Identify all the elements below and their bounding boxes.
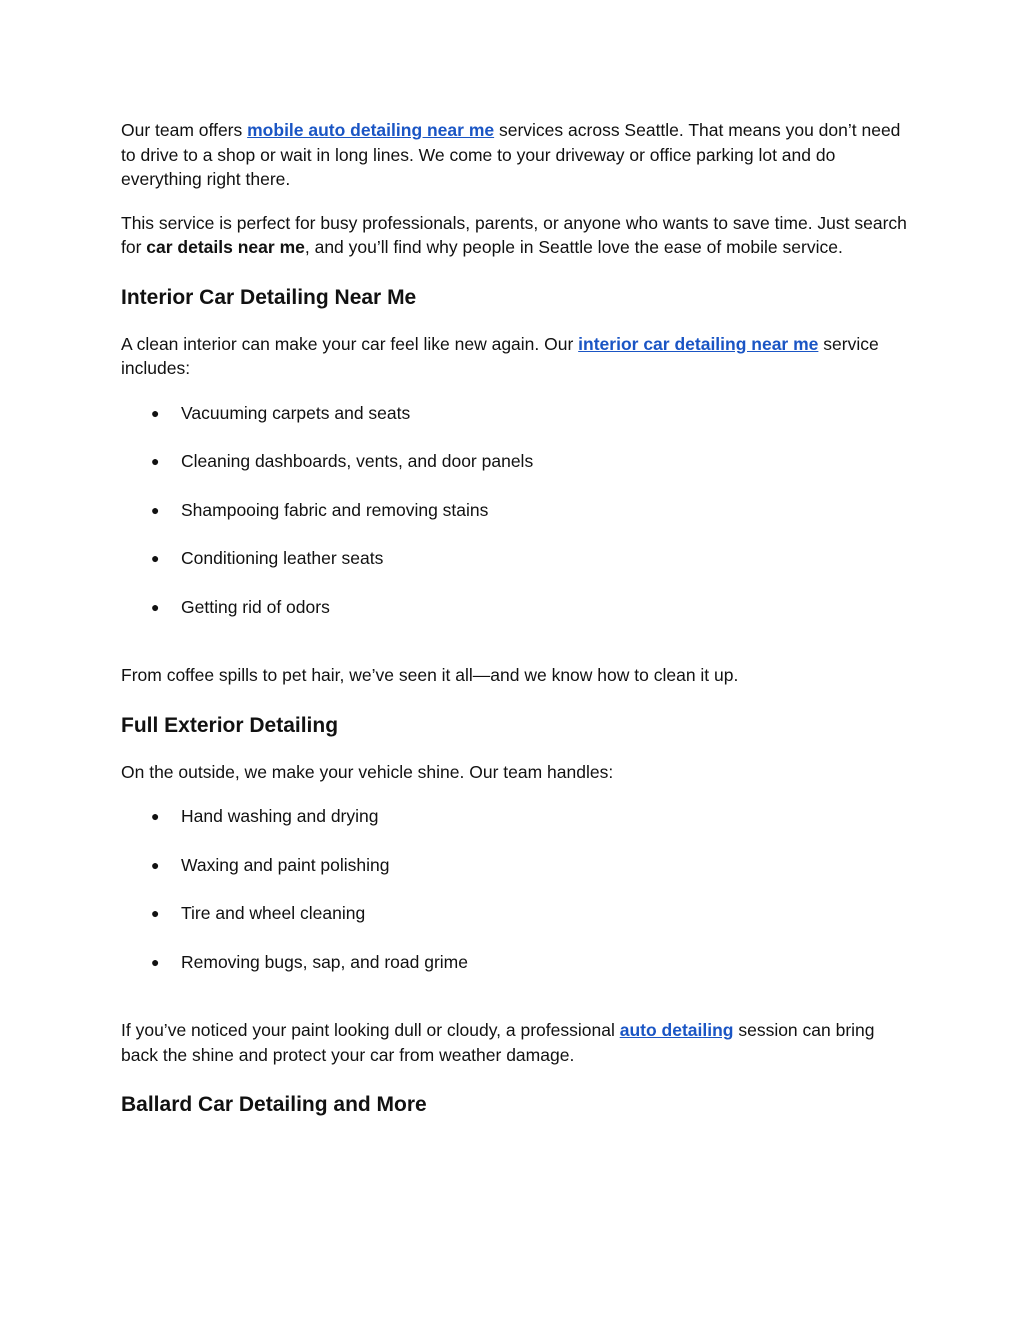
bullet-icon: ● bbox=[151, 453, 160, 469]
bullet-icon: ● bbox=[151, 856, 160, 873]
list-item: ● Conditioning leather seats bbox=[121, 546, 911, 571]
list-item: ● Hand washing and drying bbox=[121, 804, 911, 829]
exterior-closing: If you’ve noticed your paint looking dull or cloudy, a professional auto detailing session can bring back the shine and protect your car from weather damage. bbox=[121, 1020, 875, 1065]
list-item: ● Vacuuming carpets and seats bbox=[121, 401, 911, 426]
exterior-list bbox=[121, 804, 911, 974]
list-item: ● Shampooing fabric and removing stains bbox=[121, 498, 911, 523]
bullet-icon: ● bbox=[151, 808, 160, 824]
list-item: ● Cleaning dashboards, vents, and door panels bbox=[121, 449, 911, 474]
interior-paragraph: A clean interior can make your car feel like new again. Our interior car detailing near me service includes: bbox=[121, 333, 879, 378]
list-item: ● Removing bugs, sap, and road grime bbox=[121, 950, 911, 975]
car-details-bold: car details near me bbox=[146, 237, 305, 257]
document-page bbox=[121, 118, 911, 1119]
interior-list bbox=[121, 401, 911, 620]
ballard-heading: Ballard Car Detailing and More bbox=[121, 1093, 427, 1116]
bullet-icon: ● bbox=[151, 905, 160, 921]
interior-closing: From coffee spills to pet hair, we’ve seen it all—and we know how to clean it up. bbox=[121, 665, 739, 685]
interior-car-detailing-link[interactable]: interior car detailing near me bbox=[578, 333, 819, 354]
list-item: ● Tire and wheel cleaning bbox=[121, 901, 911, 926]
mobile-auto-detailing-link[interactable]: mobile auto detailing near me bbox=[247, 120, 495, 140]
bullet-icon: ● bbox=[151, 953, 160, 970]
exterior-heading: Full Exterior Detailing bbox=[121, 713, 339, 737]
bullet-icon: ● bbox=[151, 404, 160, 421]
interior-heading: Interior Car Detailing Near Me bbox=[121, 285, 417, 309]
intro-paragraph-1: Our team offers mobile auto detailing near me services across Seattle. That means you don’t need to drive to a shop or wait in long lines. We come to your driveway or office parking lot and do everything right there. bbox=[121, 120, 901, 189]
list-item: ● Waxing and paint polishing bbox=[121, 853, 911, 878]
bullet-icon: ● bbox=[151, 501, 160, 518]
intro-paragraph-2: This service is perfect for busy professionals, parents, or anyone who wants to save time. Just search for car details near me, and you’ll find why people in Seattle love the ease of mobile service. bbox=[121, 212, 907, 257]
bullet-icon: ● bbox=[151, 598, 160, 615]
exterior-intro: On the outside, we make your vehicle shine. Our team handles: bbox=[121, 761, 614, 782]
list-item: ● Getting rid of odors bbox=[121, 595, 911, 620]
bullet-icon: ● bbox=[151, 550, 160, 566]
auto-detailing-link[interactable]: auto detailing bbox=[619, 1020, 734, 1040]
